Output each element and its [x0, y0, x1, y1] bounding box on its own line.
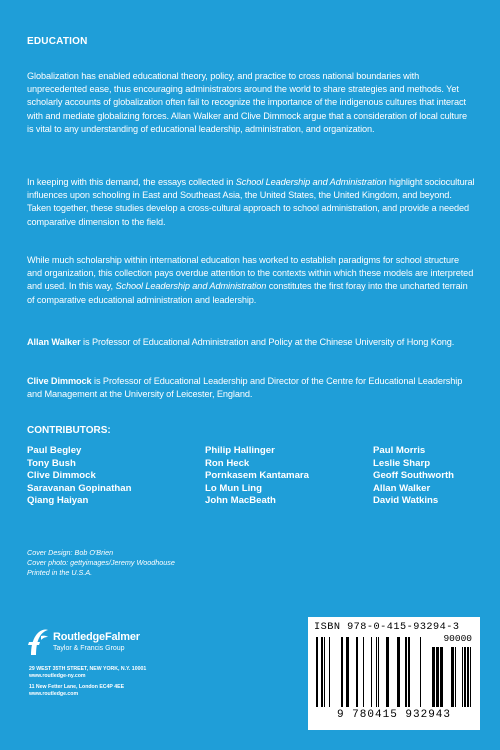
contributor-name: John MacBeath: [205, 495, 276, 507]
contributor-name: Pornkasem Kantamara: [205, 470, 309, 482]
contributor-name: Saravanan Gopinathan: [27, 482, 132, 494]
category-label: EDUCATION: [27, 36, 88, 47]
contributor-name: Ron Heck: [205, 457, 250, 469]
description-paragraph-1: Globalization has enabled educational theory, policy, and practice to cross national boundaries with unprecedented ease, thus encouraging administrators around the world to share strategies and methods. Yet scholarly accounts of globalization often fail to recognize the importance of the indigenous cultures that interact with and mediate globalizing forces. Allan Walker and Clive Dimmock argue that a consideration of local culture is vital to any understanding of educational leadership, administration, and organization.: [27, 71, 467, 134]
contributor-name: David Watkins: [373, 495, 439, 507]
contributor-name: Qiang Haiyan: [27, 495, 89, 507]
website-us: www.routledge-ny.com: [29, 673, 86, 680]
address-us: 29 WEST 35TH STREET, NEW YORK, N.Y. 10001: [29, 666, 147, 672]
publisher-name: RoutledgeFalmer: [53, 631, 140, 643]
contributor-name: Tony Bush: [27, 457, 76, 469]
description-paragraph-3: While much scholarship within international education has worked to establish paradigms for school structure and organization, this collection pays overdue attention to the contexts within which these models are interpreted and used. In this way, School Leadership and Administration constitutes the first foray into the uncharted terrain of comparative educational administration and leadership.: [27, 255, 474, 305]
website-uk: www.routledge.com: [29, 691, 79, 698]
printed-in: Printed in the U.S.A.: [27, 568, 93, 577]
isbn-text: ISBN 978-0-415-93294-3: [314, 622, 460, 633]
publisher-addresses: [29, 666, 146, 699]
cover-credits: [27, 548, 175, 578]
author-name: Clive Dimmock: [27, 376, 92, 386]
barcode-digits: 9 780415 932943: [336, 709, 452, 721]
cover-design-credit: Cover Design: Bob O'Brien: [27, 548, 114, 557]
author-bio-dimmock: Clive Dimmock is Professor of Educational Leadership and Director of the Centre for Educational Leadership and Management at the University of Leicester, England.: [27, 376, 463, 400]
book-title-ref: School Leadership and Administration: [235, 177, 387, 187]
price-code: 90000: [443, 633, 472, 644]
barcode-panel: [308, 617, 480, 730]
contributor-name: Clive Dimmock: [27, 470, 96, 482]
book-title-ref: School Leadership and Administration: [115, 281, 267, 292]
contributors-column-1: [27, 445, 132, 508]
contributor-name: Allan Walker: [373, 482, 431, 494]
contributor-name: Lo Mun Ling: [205, 482, 263, 494]
contributor-name: Paul Morris: [373, 445, 426, 456]
publisher-group: Taylor & Francis Group: [53, 645, 125, 652]
contributors-column-2: [205, 445, 309, 508]
author-name: Allan Walker: [27, 337, 81, 347]
cover-photo-credit: Cover photo: gettyimages/Jeremy Woodhouse: [27, 558, 175, 567]
contributor-name: Philip Hallinger: [205, 445, 275, 456]
contributor-name: Geoff Southworth: [373, 470, 454, 482]
publisher-block: [27, 628, 247, 728]
contributor-name: Paul Begley: [27, 445, 82, 456]
barcode-icon: [314, 637, 474, 709]
description-paragraph-2: In keeping with this demand, the essays collected in School Leadership and Administration highlight sociocultural influences upon schooling in East and Southeast Asia, the United States, the United Kingdom, and beyond. Taken together, these studies develop a cross-cultural approach to school administration, and provide a needed comparative dimension to the field.: [27, 177, 475, 227]
author-bio-walker: Allan Walker is Professor of Educational Administration and Policy at the Chinese University of Hong Kong.: [27, 337, 455, 347]
publisher-logo-icon: [27, 628, 49, 656]
contributor-name: Leslie Sharp: [373, 457, 431, 469]
address-uk: 11 New Fetter Lane, London EC4P 4EE: [29, 683, 125, 690]
contributors-heading: CONTRIBUTORS:: [27, 425, 111, 436]
contributors-column-3: [373, 445, 454, 508]
